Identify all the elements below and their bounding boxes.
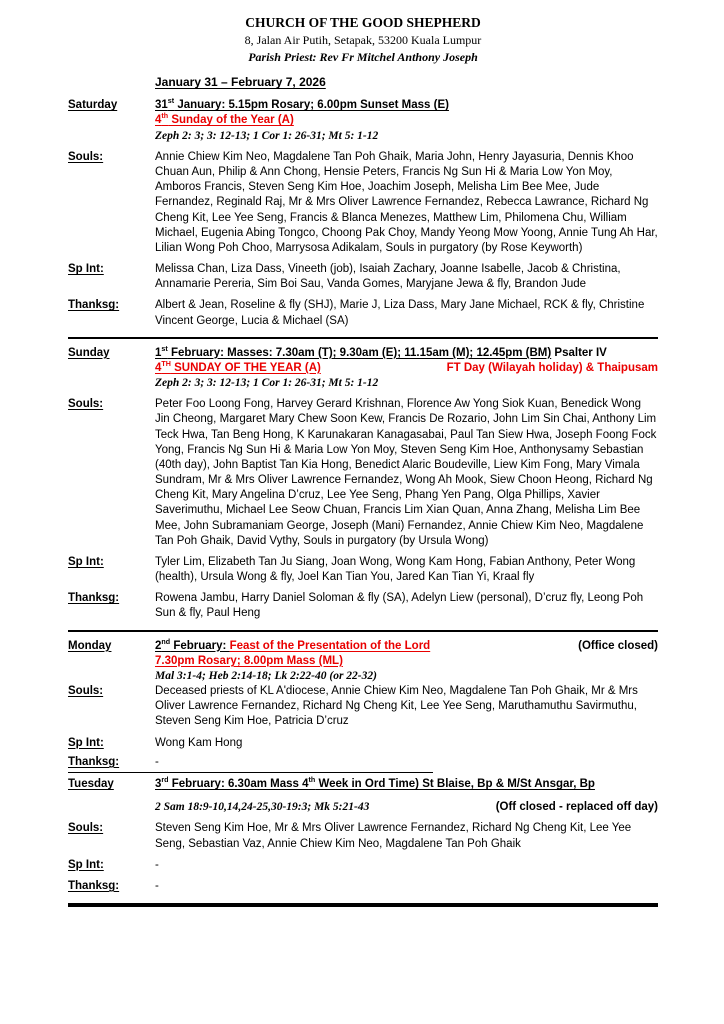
section-monday (68, 639, 658, 685)
office-closed-note: (Office closed) (578, 639, 658, 652)
sunday-feast-title (155, 361, 658, 376)
monday-spint-list: Wong Kam Hong (155, 736, 243, 749)
saturday-thanksg-row (68, 298, 658, 328)
saturday-spint-row (68, 262, 658, 292)
saturday-souls-list: Annie Chiew Kim Neo, Magdalene Tan Poh Ghaik, Maria John, Henry Jayasuria, Dennis Khoo Chuan Aun, Philip & Ann Chong, Hensie Peters, Francis Ng Sun Hi & Maria Low Yon Moy, Amboros Francis, Steven Seng Kim Hoe, Joachim Joseph, Melisha Lim Bee Mee, Jude Fernandez, Reginald Raj, Mr & Mrs Oliver Lawrence Fernandez, Rebecca Lawrance, Richard Ng Cheng Kit, Lee Yee Seng, Francis & Blanca Menezes, Matthew Lim, Philomena Chu, William Michael, Eugenia Abing Tongco, Choong Pak Choy, Mandy Yeong Mow Yoong, Annie Tung Ah Har, Lilian Wong Poh Choo, Marrysosa Adikalam, Souls in purgatory (by Rose Keyworth) (155, 150, 658, 254)
day-label-monday: Monday (68, 639, 112, 652)
ordinal-superscript: th (308, 776, 316, 785)
monday-service-times-text: 7.30pm Rosary; 8.00pm Mass (ML) (155, 654, 343, 667)
thanksg-label: Thanksg: (68, 755, 120, 768)
saturday-souls-row (68, 150, 658, 256)
monday-spint-row (68, 736, 658, 751)
monday-date-and-feast: 2nd February: Feast of the Presentation of the Lord (155, 637, 431, 652)
monday-feast-title-text: Feast of the Presentation of the Lord (229, 639, 431, 652)
monday-souls-row (68, 684, 658, 730)
section-divider (68, 337, 658, 339)
ordinal-superscript: st (167, 97, 175, 106)
section-tuesday (68, 777, 658, 815)
saturday-scripture-reference: Zeph 2: 3; 3: 12-13; 1 Cor 1: 26-31; Mt 5: 1-12 (155, 129, 379, 142)
tuesday-scripture-reference: 2 Sam 18:9-10,14,24-25,30-19:3; Mk 5:21-43 (155, 801, 370, 814)
spint-label: Sp Int: (68, 736, 104, 749)
monday-thanksg-row (68, 755, 658, 770)
day-label-saturday: Saturday (68, 99, 118, 112)
monday-scripture-reference: Mal 3:1-4; Heb 2:14-18; Lk 2:22-40 (or 22-32) (155, 669, 377, 682)
saturday-mass-schedule (155, 98, 658, 113)
ft-day-note: FT Day (Wilayah holiday) & Thaipusam (446, 361, 658, 374)
sunday-thanksg-row (68, 591, 658, 621)
monday-thanksg-list: - (155, 755, 159, 768)
ordinal-superscript: nd (161, 637, 171, 646)
sunday-souls-list: Peter Foo Loong Fong, Harvey Gerard Krishnan, Florence Aw Yong Siok Kuan, Benedick Wong Jin Cheong, Margaret Mary Chew Soon Kew, Francis De Rozario, John Lim Sin Chai, Anthony Lim Teck Hwa, Tan Beng Hong, K Karunakaran Kanagasabai, Paul Tan Siew Hwa, Joseph Foong Fock Yong, Francis Ng Sun Hi & Maria Low Yon Moy, Steven Seng Kim Hoe, Anthonysamy Sebastian (40th day), John Baptist Tan Kia Hong, Benedict Alaric Boudeville, Liew Kim Fong, Mary Vimala Sundram, Mr & Mrs Oliver Lawrence Fernandez, Wong Ah Mook, Siew Choon Heong, Richard Ng Cheng Kit, Mary Angelina D’cruz, Lee Yee Seng, Phang Yen Pang, Olga Phillips, Xavier Saverimuthu, Michael Lee Seow Chuan, Francis Lim Xian Quan, Anna Zhang, Melisha Lim Bee Mee, John Subramaniam George, Joseph (Mani) Fernandez, Annie Chiew Kim Neo, Magdalene Tan Poh Ghaik, David Vythy, Souls in purgatory (by Ursula Wong) (155, 398, 657, 547)
spint-label: Sp Int: (68, 858, 104, 871)
day-label-tuesday: Tuesday (68, 778, 114, 790)
saturday-thanksg-list: Albert & Jean, Roseline & fly (SHJ), Marie J, Liza Dass, Mary Jane Michael, RCK & fly, Christine Vincent George, Lucia & Michael (SA) (155, 299, 645, 327)
sunday-scripture-reference: Zeph 2: 3; 3: 12-13; 1 Cor 1: 26-31; Mt 5: 1-12 (155, 377, 379, 390)
saturday-feast-title (155, 113, 658, 128)
ordinal-superscript: th (161, 112, 169, 121)
sunday-feast-title-text: 4TH SUNDAY OF THE YEAR (A) (155, 360, 321, 374)
day-label-sunday: Sunday (68, 346, 110, 359)
tuesday-souls-row (68, 821, 658, 851)
saturday-spint-list: Melissa Chan, Liza Dass, Vineeth (job), Isaiah Zachary, Joanne Isabelle, Jacob & Christina, Annamarie Pereria, Sim Boi Sau, Vanda Gomes, Maryjane Jewa & fly, Brandon Jude (155, 263, 621, 291)
thanksg-label: Thanksg: (68, 879, 120, 892)
thanksg-label: Thanksg: (68, 299, 120, 312)
spint-label: Sp Int: (68, 263, 104, 276)
monday-service-times (155, 654, 658, 669)
partial-divider (68, 772, 433, 773)
souls-label: Souls: (68, 822, 104, 835)
monday-mass-schedule (155, 639, 658, 654)
thanksg-label: Thanksg: (68, 592, 120, 605)
souls-label: Souls: (68, 398, 104, 411)
section-saturday (68, 98, 658, 144)
ordinal-superscript: st (161, 344, 168, 353)
section-divider (68, 630, 658, 632)
tuesday-scripture-line (155, 800, 658, 815)
souls-label: Souls: (68, 685, 104, 698)
section-sunday (68, 346, 658, 392)
sunday-souls-row (68, 397, 658, 549)
off-closed-note: (Off closed - replaced off day) (495, 801, 658, 814)
sunday-spint-row (68, 555, 658, 585)
parish-priest: Parish Priest: Rev Fr Mitchel Anthony Joseph (248, 49, 478, 64)
saturday-mass-schedule-text: 31st January: 5.15pm Rosary; 6.00pm Sunset Mass (E) (155, 97, 449, 112)
tuesday-thanksg-list: - (155, 879, 159, 892)
church-address: 8, Jalan Air Putih, Setapak, 53200 Kuala Lumpur (244, 32, 482, 47)
psalter-note: Psalter IV (551, 346, 607, 359)
saturday-feast-title-text: 4th Sunday of the Year (A) (155, 112, 294, 127)
ordinal-superscript: TH (161, 360, 171, 369)
tuesday-spint-list: - (155, 858, 159, 871)
sunday-spint-list: Tyler Lim, Elizabeth Tan Ju Siang, Joan Wong, Wong Kam Hong, Fabian Anthony, Peter Wong (health), Ursula Wong & fly, Joel Kan Tian You, Jared Kan Tian Yi, Kraal fly (155, 555, 636, 584)
sunday-mass-schedule (155, 346, 658, 361)
spint-label: Sp Int: (68, 555, 104, 568)
bottom-divider (68, 903, 658, 907)
sunday-mass-schedule-text: 1st February: Masses: 7.30am (T); 9.30am (E); 11.15am (M); 12.45pm (BM) (155, 344, 552, 359)
sunday-thanksg-list: Rowena Jambu, Harry Daniel Soloman & fly (SA), Adelyn Liew (personal), D’cruz fly, Leong Poh Sun & fly, Paul Heng (155, 592, 644, 620)
tuesday-souls-list: Steven Seng Kim Hoe, Mr & Mrs Oliver Lawrence Fernandez, Richard Ng Cheng Kit, Lee Yee Seng, Sebastian Vaz, Annie Chiew Kim Neo, Magdalene Tan Poh Ghaik (155, 822, 632, 850)
page-header (68, 14, 658, 65)
tuesday-spint-row (68, 858, 658, 873)
tuesday-mass-schedule (155, 777, 658, 792)
church-name: CHURCH OF THE GOOD SHEPHERD (245, 15, 481, 30)
week-range: January 31 – February 7, 2026 (155, 75, 326, 90)
ordinal-superscript: rd (161, 776, 169, 785)
monday-souls-list: Deceased priests of KL A'diocese, Annie Chiew Kim Neo, Magdalene Tan Poh Ghaik, Mr & Mrs Oliver Lawrence Fernandez, Richard Ng Cheng Kit, Lee Yee Seng, Maruthamuthu Savirmuthu, Steven Seng Kim Hoe, Patricia D’cruz (155, 685, 638, 728)
tuesday-thanksg-row (68, 879, 658, 894)
souls-label: Souls: (68, 150, 104, 163)
tuesday-mass-schedule-text: 3rd February: 6.30am Mass 4th Week in Ord Time) St Blaise, Bp & M/St Ansgar, Bp (155, 776, 595, 790)
